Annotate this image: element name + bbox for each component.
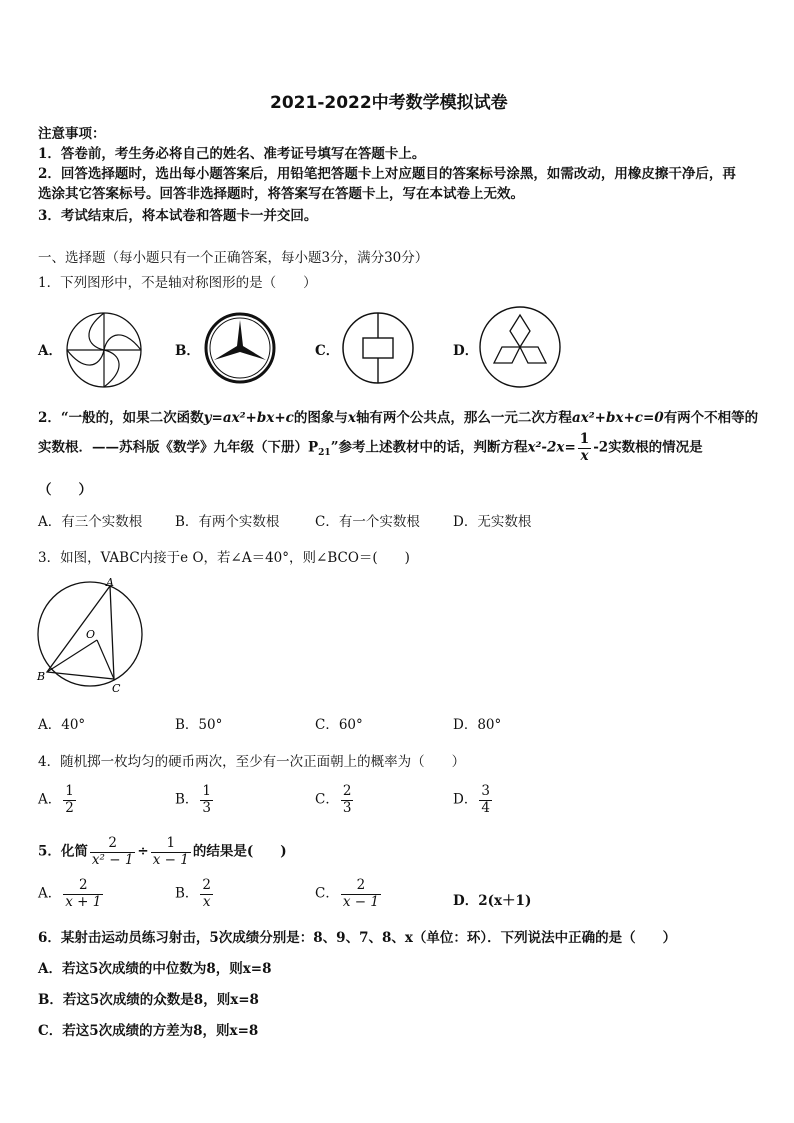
- q6-stem: 6．某射击运动员练习射击，5次成绩分别是：8、9、7、8、x（单位：环）．下列说法中正确的是（ ）: [38, 930, 677, 946]
- q3-fig-label-b: B: [37, 670, 46, 683]
- q2-option-b: B．有两个实数根: [175, 514, 280, 530]
- q1-stem: 1．下列图形中，不是轴对称图形的是（ ）: [38, 275, 317, 291]
- q1-label-b: B．: [175, 343, 200, 359]
- q5-option-b: B． $\frac{2}{x}$: [175, 877, 212, 910]
- q3-fig-label-a: A: [106, 576, 114, 589]
- q2-option-a: A．有三个实数根: [38, 514, 143, 530]
- q1-label-c: C．: [315, 343, 340, 359]
- q5-option-a: A． $\frac{2}{x + 1}$: [38, 877, 102, 910]
- q6-option-b: B．若这5次成绩的众数是8，则x=8: [38, 992, 259, 1008]
- q1-figure-a: [64, 310, 144, 390]
- q6-option-c: C．若这5次成绩的方差为8，则x=8: [38, 1023, 259, 1039]
- q4-option-a: A． $\frac{1}{2}$: [38, 783, 74, 816]
- q5-stem: 5．化简 $\frac{2}{\text{x² − 1}}$ ÷ $\frac{1}{x - 1}$ 的结果是( ): [38, 835, 287, 868]
- q4-option-c: C． $\frac{2}{3}$: [315, 783, 352, 816]
- q2-option-c: C．有一个实数根: [315, 514, 420, 530]
- q5-option-d: D．2(x＋1): [453, 893, 532, 909]
- q3-option-c: C．60°: [315, 717, 363, 733]
- notes-heading: 注意事项：: [38, 126, 106, 142]
- q1-label-a: A．: [38, 343, 62, 359]
- q3-option-d: D．80°: [453, 717, 502, 733]
- q3-figure: [34, 572, 144, 695]
- q3-option-a: A．40°: [38, 717, 86, 733]
- q6-option-a: A．若这5次成绩的中位数为8，则x=8: [38, 961, 272, 977]
- q3-fig-label-o: O: [86, 628, 96, 641]
- q2-option-d: D．无实数根: [453, 514, 532, 530]
- q4-stem: 4．随机掷一枚均匀的硬币两次，至少有一次正面朝上的概率为（ ）: [38, 754, 466, 770]
- q3-stem: 3．如图，VABC内接于e O，若∠A＝40°，则∠BCO＝( ): [38, 550, 410, 566]
- q1-figure-c: [341, 311, 415, 385]
- q4-option-b: B． $\frac{1}{3}$: [175, 783, 212, 816]
- q5-option-c: C． $\frac{2}{x - 1}$: [315, 877, 379, 910]
- note-2a: 2．回答选择题时，选出每小题答案后，用铅笔把答题卡上对应题目的答案标号涂黑，如需改动，用橡皮擦干净后，再: [38, 166, 736, 182]
- q2-line-3: （ ）: [38, 482, 92, 498]
- q2-line-1: 2．“一般的，如果二次函数y=ax²+bx+c的图象与x轴有两个公共点，那么一元二次方程ax²+bx+c=0有两个不相等的: [38, 410, 759, 426]
- q3-fig-label-c: C: [112, 682, 121, 695]
- page-title: 2021-2022中考数学模拟试卷: [270, 93, 508, 113]
- section-heading: 一、选择题（每小题只有一个正确答案，每小题3分，满分30分）: [38, 250, 429, 266]
- note-3: 3．考试结束后，将本试卷和答题卡一并交回。: [38, 208, 318, 224]
- note-2b: 选涂其它答案标号。回答非选择题时，将答案写在答题卡上，写在本试卷上无效。: [38, 186, 524, 202]
- q4-option-d: D． $\frac{3}{4}$: [453, 783, 490, 816]
- q1-label-d: D．: [453, 343, 479, 359]
- q2-line-2: 实数根．——苏科版《数学》九年级（下册）$P_{21}$”参考上述教材中的话，判断方程x²-2x= $\frac{1}{x}$ -2实数根的情况是: [38, 431, 703, 464]
- q1-figure-d: [478, 305, 562, 389]
- q3-option-b: B．50°: [175, 717, 223, 733]
- note-1: 1．答卷前，考生务必将自己的姓名、准考证号填写在答题卡上。: [38, 146, 426, 162]
- q1-figure-b: [204, 312, 276, 384]
